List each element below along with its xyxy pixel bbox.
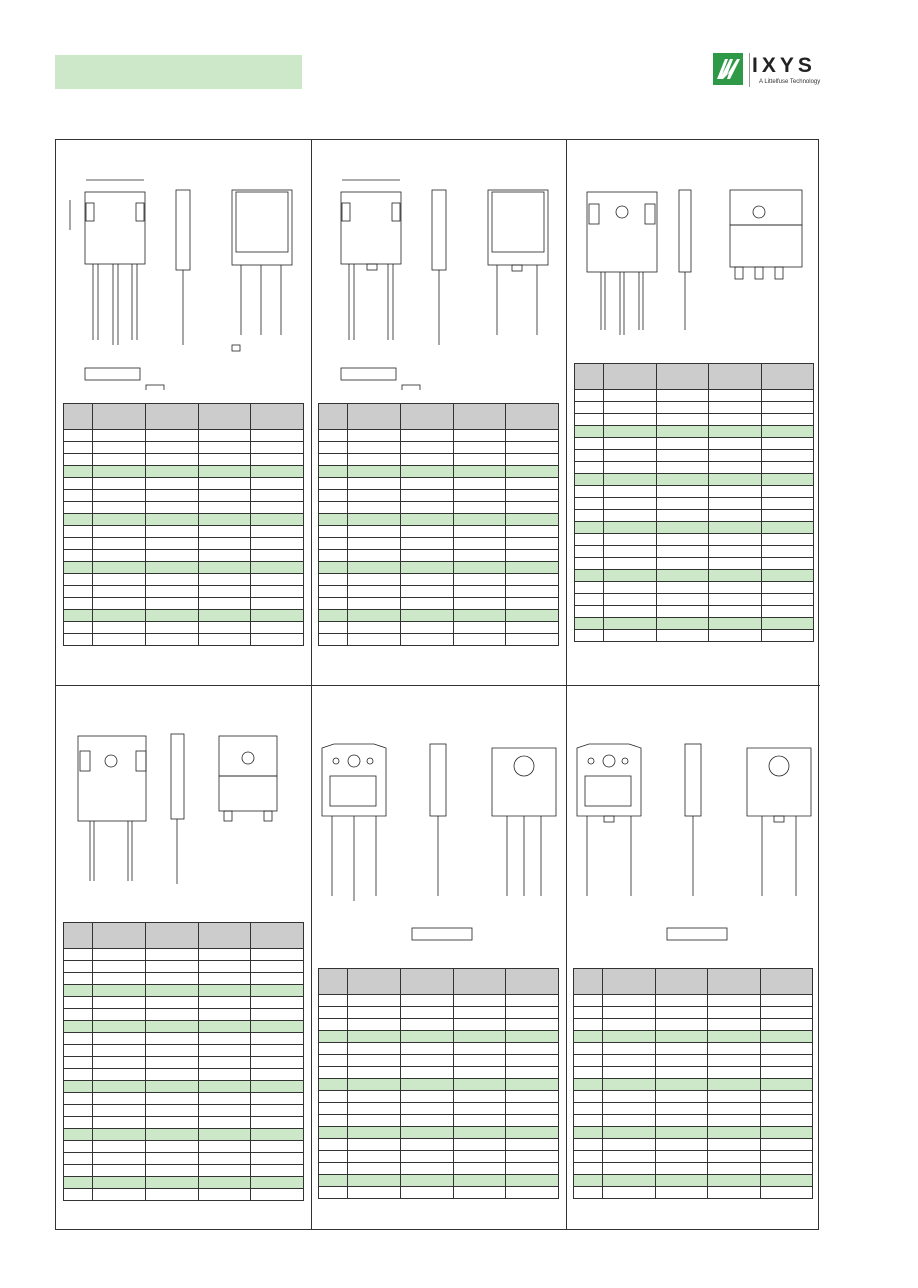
title-bar bbox=[55, 55, 302, 89]
ixys-logo bbox=[713, 53, 825, 89]
dimension-table-2 bbox=[318, 403, 559, 646]
dimension-table-6 bbox=[573, 968, 813, 1199]
package-cell-6 bbox=[567, 686, 820, 1229]
ixys-logo-icon bbox=[713, 53, 743, 85]
package-cell-2 bbox=[312, 140, 567, 686]
package-drawing-2 bbox=[312, 140, 567, 390]
package-cell-3 bbox=[567, 140, 820, 686]
dimension-table-4 bbox=[63, 922, 304, 1201]
package-cell-1 bbox=[56, 140, 312, 686]
logo-tagline: A Littelfuse Technology bbox=[759, 79, 821, 85]
logo-name: IXYS bbox=[752, 54, 816, 77]
package-drawing-3 bbox=[567, 140, 820, 362]
dimension-table-3 bbox=[574, 363, 814, 642]
dimension-table-5 bbox=[318, 968, 559, 1199]
package-drawing-4 bbox=[56, 686, 312, 916]
logo-separator bbox=[749, 53, 750, 87]
package-drawing-6 bbox=[567, 686, 820, 966]
package-cell-5 bbox=[312, 686, 567, 1229]
dimension-table-1 bbox=[63, 403, 304, 646]
package-outline-grid bbox=[55, 139, 819, 1230]
package-cell-4 bbox=[56, 686, 312, 1229]
package-drawing-5 bbox=[312, 686, 567, 966]
package-drawing-1 bbox=[56, 140, 312, 390]
